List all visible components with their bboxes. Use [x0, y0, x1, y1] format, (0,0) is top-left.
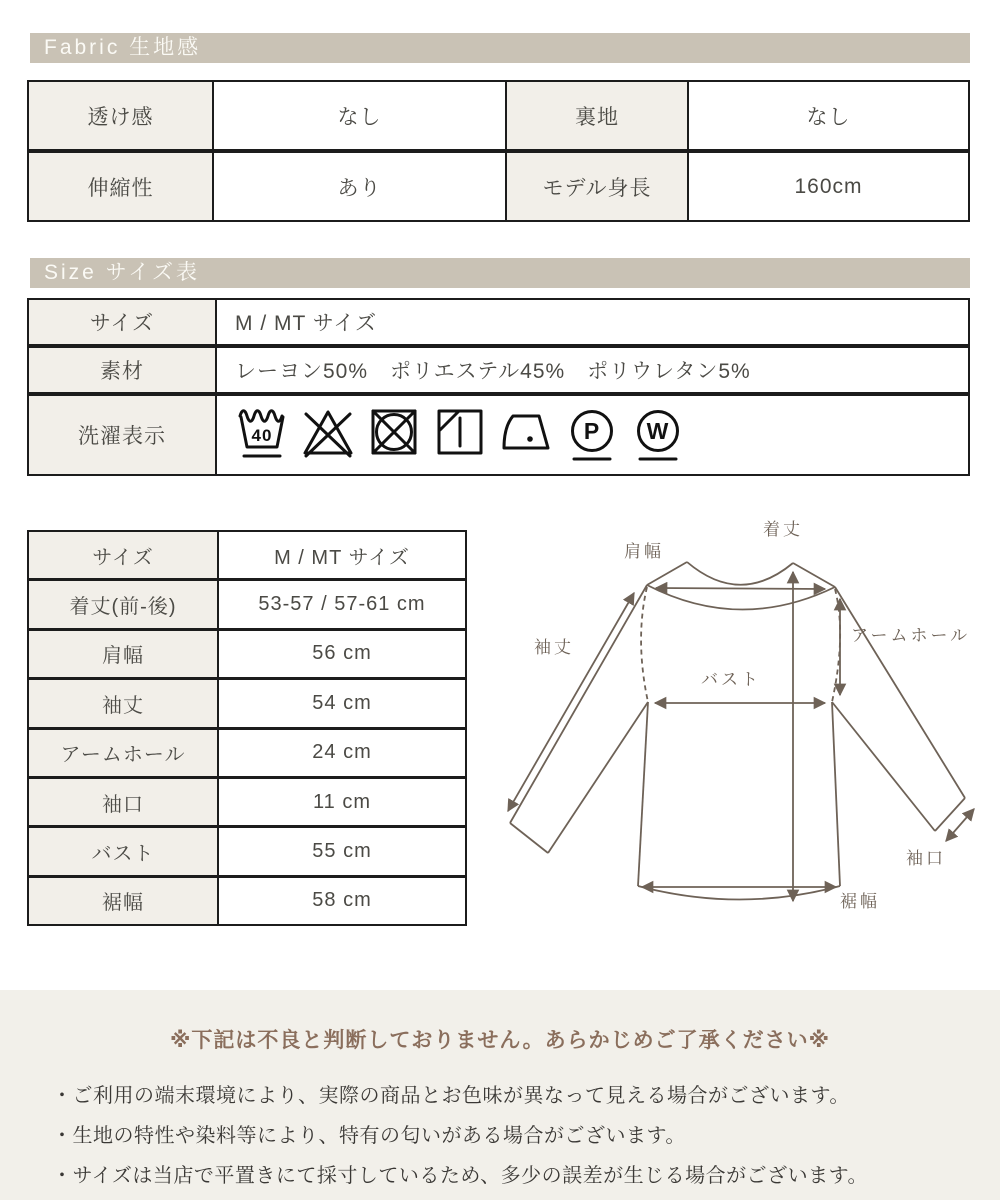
sizeinfo-label-material: 素材	[29, 348, 215, 392]
fabric-table	[27, 80, 970, 222]
sleeve-length-arrow	[508, 593, 634, 811]
diagram-label-bust: バスト	[701, 670, 761, 689]
shoulder-width-arrow	[656, 588, 825, 589]
right-body-side	[832, 702, 840, 886]
measure-label-size: サイズ	[29, 532, 217, 578]
measure-label-armhole: アームホール	[29, 730, 217, 776]
size-info-table	[27, 298, 970, 476]
measure-value-cuff: 11 cm	[219, 779, 465, 825]
left-shoulder-seam	[647, 562, 687, 585]
fabric-value-stretch: あり	[214, 153, 505, 220]
right-sleeve-inner	[832, 702, 935, 831]
fabric-value-lining: なし	[689, 82, 968, 149]
diagram-label-length: 着丈	[763, 520, 803, 539]
fabric-value-model-height: 160cm	[689, 153, 968, 220]
measure-value-size: M / MT サイズ	[219, 532, 465, 578]
right-sleeve-outer	[835, 587, 965, 798]
diagram-label-sleeve: 袖丈	[534, 638, 574, 657]
svg-text:W: W	[646, 418, 670, 444]
fabric-label-lining: 裏地	[507, 82, 687, 149]
diagram-label-armhole: アームホール	[851, 626, 971, 645]
diagram-label-cuff: 袖口	[906, 849, 946, 868]
disclaimer-heading: ※下記は不良と判断しておりません。あらかじめご了承ください※	[169, 1029, 831, 1052]
sizeinfo-value-size: M / MT サイズ	[217, 300, 968, 344]
wet-clean-gentle-icon	[631, 403, 685, 467]
fabric-label-stretch: 伸縮性	[29, 153, 212, 220]
fabric-label-model-height: モデル身長	[507, 153, 687, 220]
disclaimer-section	[0, 990, 1000, 1200]
care-symbols-row	[217, 396, 968, 474]
no-tumble-dry-icon	[367, 403, 421, 467]
disclaimer-item: ・ご利用の端末環境により、実際の商品とお色味が異なって見える場合がございます。	[52, 1085, 850, 1107]
svg-text:40: 40	[251, 426, 273, 445]
left-sleeve-inner	[548, 702, 648, 853]
measure-value-armhole: 24 cm	[219, 730, 465, 776]
size-section-header: Size サイズ表	[30, 258, 970, 288]
right-armhole-dash	[832, 589, 840, 702]
disclaimer-list	[0, 1076, 1000, 1196]
fabric-label-sheerness: 透け感	[29, 82, 212, 149]
fabric-section-header: Fabric 生地感	[30, 33, 970, 63]
fabric-value-sheerness: なし	[214, 82, 505, 149]
measure-value-length: 53-57 / 57-61 cm	[219, 581, 465, 627]
back-neckline	[687, 562, 793, 585]
disclaimer-item: ・生地の特性や染料等により、特有の匂いがある場合がございます。	[52, 1125, 686, 1147]
diagram-label-shoulder: 肩幅	[624, 542, 664, 561]
right-cuff-edge	[935, 798, 965, 831]
measure-value-sleeve: 54 cm	[219, 680, 465, 726]
garment-measure-diagram	[488, 515, 993, 935]
measure-label-length: 着丈(前-後)	[29, 581, 217, 627]
measure-value-hem: 58 cm	[219, 878, 465, 924]
hem-curve	[638, 886, 840, 900]
measure-label-cuff: 袖口	[29, 779, 217, 825]
sizeinfo-label-care: 洗濯表示	[29, 396, 215, 474]
left-sleeve-outer	[510, 585, 647, 823]
left-body-side	[638, 702, 648, 886]
measure-value-shoulder: 56 cm	[219, 631, 465, 677]
measure-label-sleeve: 袖丈	[29, 680, 217, 726]
right-shoulder-seam	[793, 563, 835, 587]
measure-value-bust: 55 cm	[219, 828, 465, 874]
measurement-table	[27, 530, 467, 926]
iron-low-icon	[499, 403, 553, 467]
svg-text:P: P	[583, 418, 601, 444]
sizeinfo-value-material: レーヨン50% ポリエステル45% ポリウレタン5%	[217, 348, 968, 392]
measure-label-hem: 裾幅	[29, 878, 217, 924]
shade-hang-dry-icon	[433, 403, 487, 467]
wash-40-gentle-icon	[235, 403, 289, 467]
measure-label-shoulder: 肩幅	[29, 631, 217, 677]
diagram-label-hem: 裾幅	[840, 892, 880, 911]
left-armhole-dash	[641, 587, 648, 702]
no-bleach-icon	[301, 403, 355, 467]
dry-clean-p-gentle-icon	[565, 403, 619, 467]
disclaimer-item: ・サイズは当店で平置きにて採寸しているため、多少の誤差が生じる場合がございます。	[52, 1165, 868, 1187]
measure-label-bust: バスト	[29, 828, 217, 874]
sizeinfo-label-size: サイズ	[29, 300, 215, 344]
left-cuff-edge	[510, 823, 548, 853]
